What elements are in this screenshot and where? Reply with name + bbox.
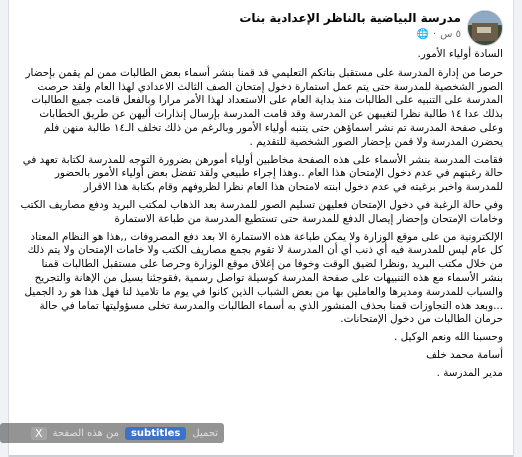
post-time[interactable]: ٥ س	[440, 29, 461, 40]
post-paragraph-1: حرصا من إدارة المدرسة على مستقبل بناتكم التعليمي قد قمنا بنشر أسماء بعض الطالبات ممن لم يقمن بإحضار الصور الشخصية للمدرسة حتى يتم عمل استمارة دخول إمتحان الصف الثالث الاعدادي لهذا العام ولقد حرصت المدرسة على التنبيه على الطالبات منذ بداية العام على الاستعداد لهذا الأمر مرارا وبالفعل قامت جميع الطالبات بذلك عدا ١٤ طالبة نظرا لتغيبهن عن المدرسة وقد قامت المدرسة بإرسال إنذارات أليهن عن طريق الخطابات وعلى صفحة المدرسة تم نشر اسماؤهن حتى يتنبه أولياء الأمور وبالرغم من ذلك تخلف الـ١٤ طالبة منهن فلم يحضرن المدرسة ولا قمن بإحضار الصور الشخصية للتقديم .	[25, 66, 503, 148]
page-avatar[interactable]	[467, 10, 503, 46]
subtitles-overlay-bar[interactable]	[0, 423, 224, 443]
post-card	[8, 0, 514, 457]
post-meta: ٥ س · 🌐	[416, 29, 461, 40]
signature-name: أسامة محمد خلف	[426, 348, 503, 361]
close-icon[interactable]: X	[31, 427, 47, 440]
signature-title: مدير المدرسة .	[436, 366, 503, 379]
globe-icon: 🌐	[416, 29, 430, 40]
post-paragraph-4: الإلكترونية من على موقع الوزارة ولا يمكن طباعة هذه الاستمارة الا بعد دفع المصروفات ,,هذا هو النظام المعتاد كل عام ليس للمدرسة فيه أي ذنب أي أن المدرسة لا تقوم بجمع مصاريف الكتب ولا خامات الإمتحان ولا يتم ذلك من خلال مكتب البريد ,ونظرا لضيق الوقت وخوفا من إغلاق موقع الوزارة وحرصا على مستقبل الطالبات قمنا بنشر الأسماء مع هذه التنبيهات على صفحة المدرسة كوسيلة تواصل رسمية ,فقوجئنا بسيل من الإهانة والتجريح والسباب للمدرسة ومديرها والعاملين بها من بعض الشباب الذين كانوا في يوم ما تلاميذ لنا فهل هذا هو رد الجميل ...وبعد هذه التجاوزات قمنا بحذف المنشور الذي به أسماء الطالبات والمدرسة تخلى مسؤوليتها تماما في حالة حرمان الطالبات من دخول الإمتحانات.	[24, 230, 503, 326]
post-header	[19, 8, 503, 46]
overlay-action-label[interactable]: تحميل	[192, 427, 218, 439]
post-paragraph-3: وفي حالة الرغبة في دخول الإمتحان فعليهن تسليم الصور للمدرسة بعد الذهاب لمكتب البريد ودفع مصاريف الكتب وخامات الإمتحان وإحضار إيصال الدفع للمدرسة حتى تستطيع المدرسة من طباعة الاستمارة	[20, 198, 503, 225]
page-name-link[interactable]: مدرسة البياضية بالناظر الإعدادية بنات	[239, 11, 461, 25]
subtitles-brand: subtitles	[125, 427, 186, 440]
post-paragraph-2: فقامت المدرسة بنشر الأسماء على هذه الصفحة مخاطبين أولياء أمورهن بضرورة التوجه للمدرسة لكتابة تعهد في حالة رغبتهم في عدم دخول الإمتحان هذا العام ..وهذا إجراء طبيعي ولقد تفضل بعض أولياء الأمور بالحضور للمدرسة واخبر برغبته في عدم دخول ابنته لامتحان هذا العام نظرا لظروفهم وقام بكتابة هذا الاقرار	[22, 153, 503, 194]
post-salutation: السادة أولياء الأمور.	[417, 48, 503, 60]
post-paragraph-5: وحسبنا الله ونعم الوكيل .	[394, 331, 503, 344]
overlay-text: من هذه الصفحة	[52, 427, 119, 439]
post-body	[19, 48, 503, 385]
